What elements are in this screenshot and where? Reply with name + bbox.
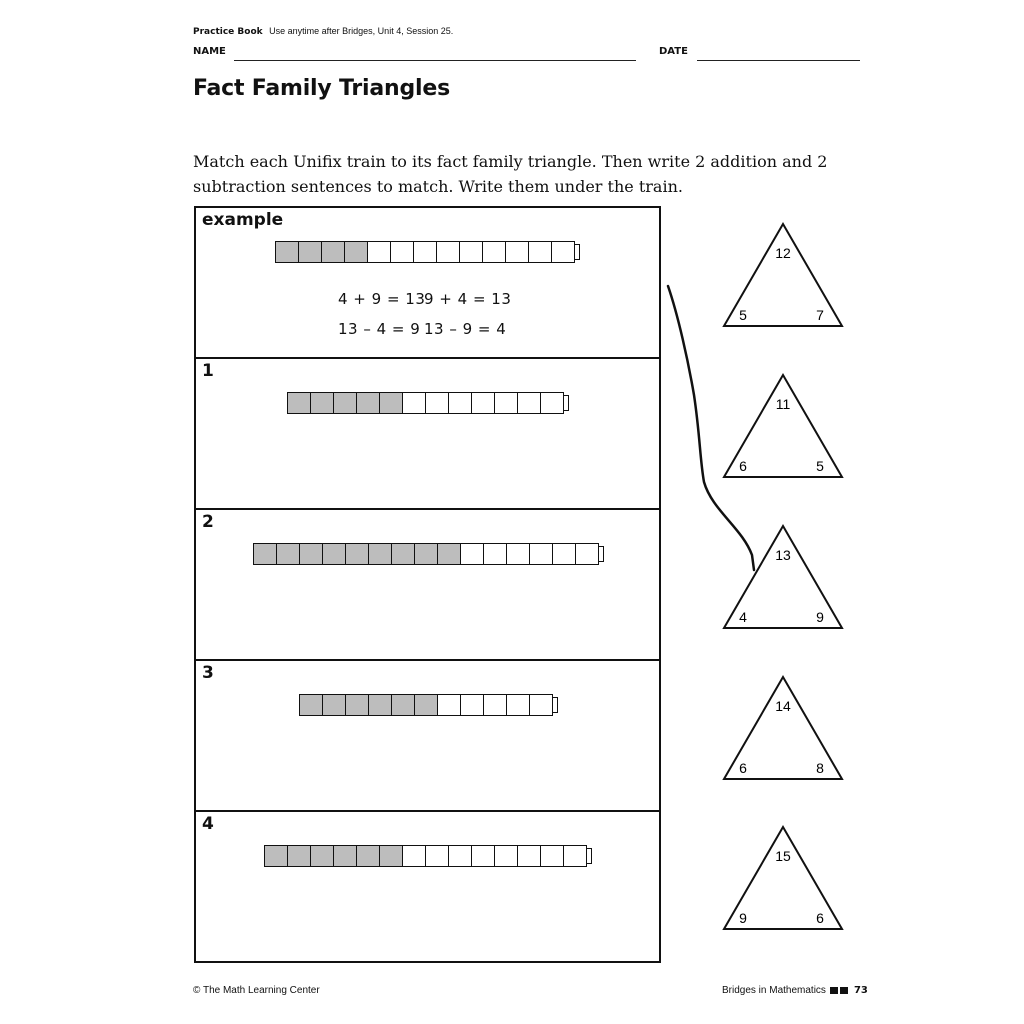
- fact-triangle-1[interactable]: [724, 224, 842, 326]
- gray-cube: [322, 543, 346, 565]
- gray-cube: [356, 392, 380, 414]
- page-number: 73: [853, 985, 868, 996]
- white-cube: [460, 694, 484, 716]
- white-cube: [552, 543, 576, 565]
- gray-cube: [310, 845, 334, 867]
- white-cube: [506, 694, 530, 716]
- white-cube: [437, 694, 461, 716]
- triangle-top-number: 14: [775, 698, 791, 714]
- train-end-knob: [575, 244, 580, 260]
- gray-cube: [287, 845, 311, 867]
- name-label: NAME: [193, 46, 226, 57]
- gray-cube: [368, 694, 392, 716]
- white-cube: [436, 241, 460, 263]
- triangle-top-number: 13: [775, 547, 791, 563]
- gray-cube: [276, 543, 300, 565]
- white-cube: [482, 241, 506, 263]
- triangle-top-number: 12: [775, 245, 791, 261]
- panel-3[interactable]: [194, 659, 661, 812]
- instructions: Match each Unifix train to its fact family triangle. Then write 2 addition and 2 subtraction sentences to match. Write them under the train.: [193, 152, 828, 196]
- gray-cube: [322, 694, 346, 716]
- gray-cube: [299, 543, 323, 565]
- gray-cube: [253, 543, 277, 565]
- panel-label: example: [202, 210, 284, 230]
- date-field[interactable]: [697, 60, 860, 61]
- gray-cube: [299, 694, 323, 716]
- gray-cube: [368, 543, 392, 565]
- page-title: Fact Family Triangles: [193, 76, 450, 101]
- white-cube: [483, 694, 507, 716]
- white-cube: [517, 845, 541, 867]
- panel-label: 4: [202, 814, 214, 834]
- gray-cube: [333, 845, 357, 867]
- white-cube: [529, 543, 553, 565]
- white-cube: [448, 392, 472, 414]
- addition-sentence-2: 9 + 4 = 13: [424, 290, 512, 308]
- match-line: [668, 286, 754, 570]
- gray-cube: [298, 241, 322, 263]
- white-cube: [390, 241, 414, 263]
- book-label: Practice Book: [193, 27, 263, 37]
- gray-cube: [414, 543, 438, 565]
- footer-right: [722, 985, 868, 996]
- gray-cube: [356, 845, 380, 867]
- gray-cube: [275, 241, 299, 263]
- panel-2[interactable]: [194, 508, 661, 661]
- white-cube: [551, 241, 575, 263]
- triangle-left-number: 9: [739, 910, 747, 926]
- triangles-area: [660, 210, 860, 950]
- white-cube: [402, 392, 426, 414]
- gray-cube: [321, 241, 345, 263]
- train-end-knob: [553, 697, 558, 713]
- fact-triangle-4[interactable]: [724, 677, 842, 779]
- triangle-right-number: 6: [816, 910, 824, 926]
- fact-triangle-3[interactable]: [724, 526, 842, 628]
- unifix-train: [288, 392, 569, 414]
- gray-cube: [310, 392, 334, 414]
- white-cube: [459, 241, 483, 263]
- white-cube: [575, 543, 599, 565]
- name-field[interactable]: [234, 60, 636, 61]
- train-end-knob: [587, 848, 592, 864]
- white-cube: [563, 845, 587, 867]
- gray-cube: [333, 392, 357, 414]
- white-cube: [529, 694, 553, 716]
- triangle-left-number: 6: [739, 760, 747, 776]
- white-cube: [506, 543, 530, 565]
- white-cube: [460, 543, 484, 565]
- date-label: DATE: [659, 46, 688, 57]
- fact-triangle-2[interactable]: [724, 375, 842, 477]
- triangle-top-number: 15: [775, 848, 791, 864]
- gray-cube: [379, 845, 403, 867]
- subtraction-sentence-1: 13 – 4 = 9: [338, 320, 421, 338]
- footer-blocks-icon: [840, 987, 848, 994]
- white-cube: [494, 392, 518, 414]
- train-end-knob: [564, 395, 569, 411]
- panel-label: 2: [202, 512, 214, 532]
- header-note: [193, 26, 453, 37]
- fact-triangle-5[interactable]: [724, 827, 842, 929]
- subtraction-sentence-2: 13 – 9 = 4: [424, 320, 507, 338]
- white-cube: [540, 845, 564, 867]
- panel-label: 1: [202, 361, 214, 381]
- unifix-train: [265, 845, 592, 867]
- white-cube: [517, 392, 541, 414]
- white-cube: [367, 241, 391, 263]
- unifix-train: [254, 543, 604, 565]
- triangle-left-number: 5: [739, 307, 747, 323]
- gray-cube: [264, 845, 288, 867]
- panel-label: 3: [202, 663, 214, 683]
- footer-blocks-icon: [830, 987, 838, 994]
- white-cube: [483, 543, 507, 565]
- white-cube: [425, 392, 449, 414]
- triangle-right-number: 9: [816, 609, 824, 625]
- gray-cube: [344, 241, 368, 263]
- white-cube: [471, 845, 495, 867]
- panel-example: [194, 206, 661, 359]
- gray-cube: [437, 543, 461, 565]
- triangle-left-number: 4: [739, 609, 747, 625]
- train-end-knob: [599, 546, 604, 562]
- triangle-right-number: 7: [816, 307, 824, 323]
- session-note: Use anytime after Bridges, Unit 4, Session 25.: [269, 26, 454, 36]
- footer-series: Bridges in Mathematics: [722, 985, 826, 996]
- gray-cube: [414, 694, 438, 716]
- white-cube: [540, 392, 564, 414]
- addition-sentence-1: 4 + 9 = 13: [338, 290, 426, 308]
- white-cube: [425, 845, 449, 867]
- gray-cube: [391, 694, 415, 716]
- white-cube: [402, 845, 426, 867]
- gray-cube: [391, 543, 415, 565]
- white-cube: [505, 241, 529, 263]
- gray-cube: [379, 392, 403, 414]
- footer-copyright: © The Math Learning Center: [193, 985, 320, 996]
- unifix-train: [276, 241, 580, 263]
- gray-cube: [345, 694, 369, 716]
- panel-1[interactable]: [194, 357, 661, 510]
- white-cube: [448, 845, 472, 867]
- triangle-left-number: 6: [739, 458, 747, 474]
- gray-cube: [345, 543, 369, 565]
- gray-cube: [287, 392, 311, 414]
- triangle-right-number: 5: [816, 458, 824, 474]
- triangle-right-number: 8: [816, 760, 824, 776]
- triangle-top-number: 11: [775, 396, 791, 412]
- panel-4[interactable]: [194, 810, 661, 963]
- white-cube: [528, 241, 552, 263]
- white-cube: [471, 392, 495, 414]
- white-cube: [413, 241, 437, 263]
- unifix-train: [300, 694, 558, 716]
- white-cube: [494, 845, 518, 867]
